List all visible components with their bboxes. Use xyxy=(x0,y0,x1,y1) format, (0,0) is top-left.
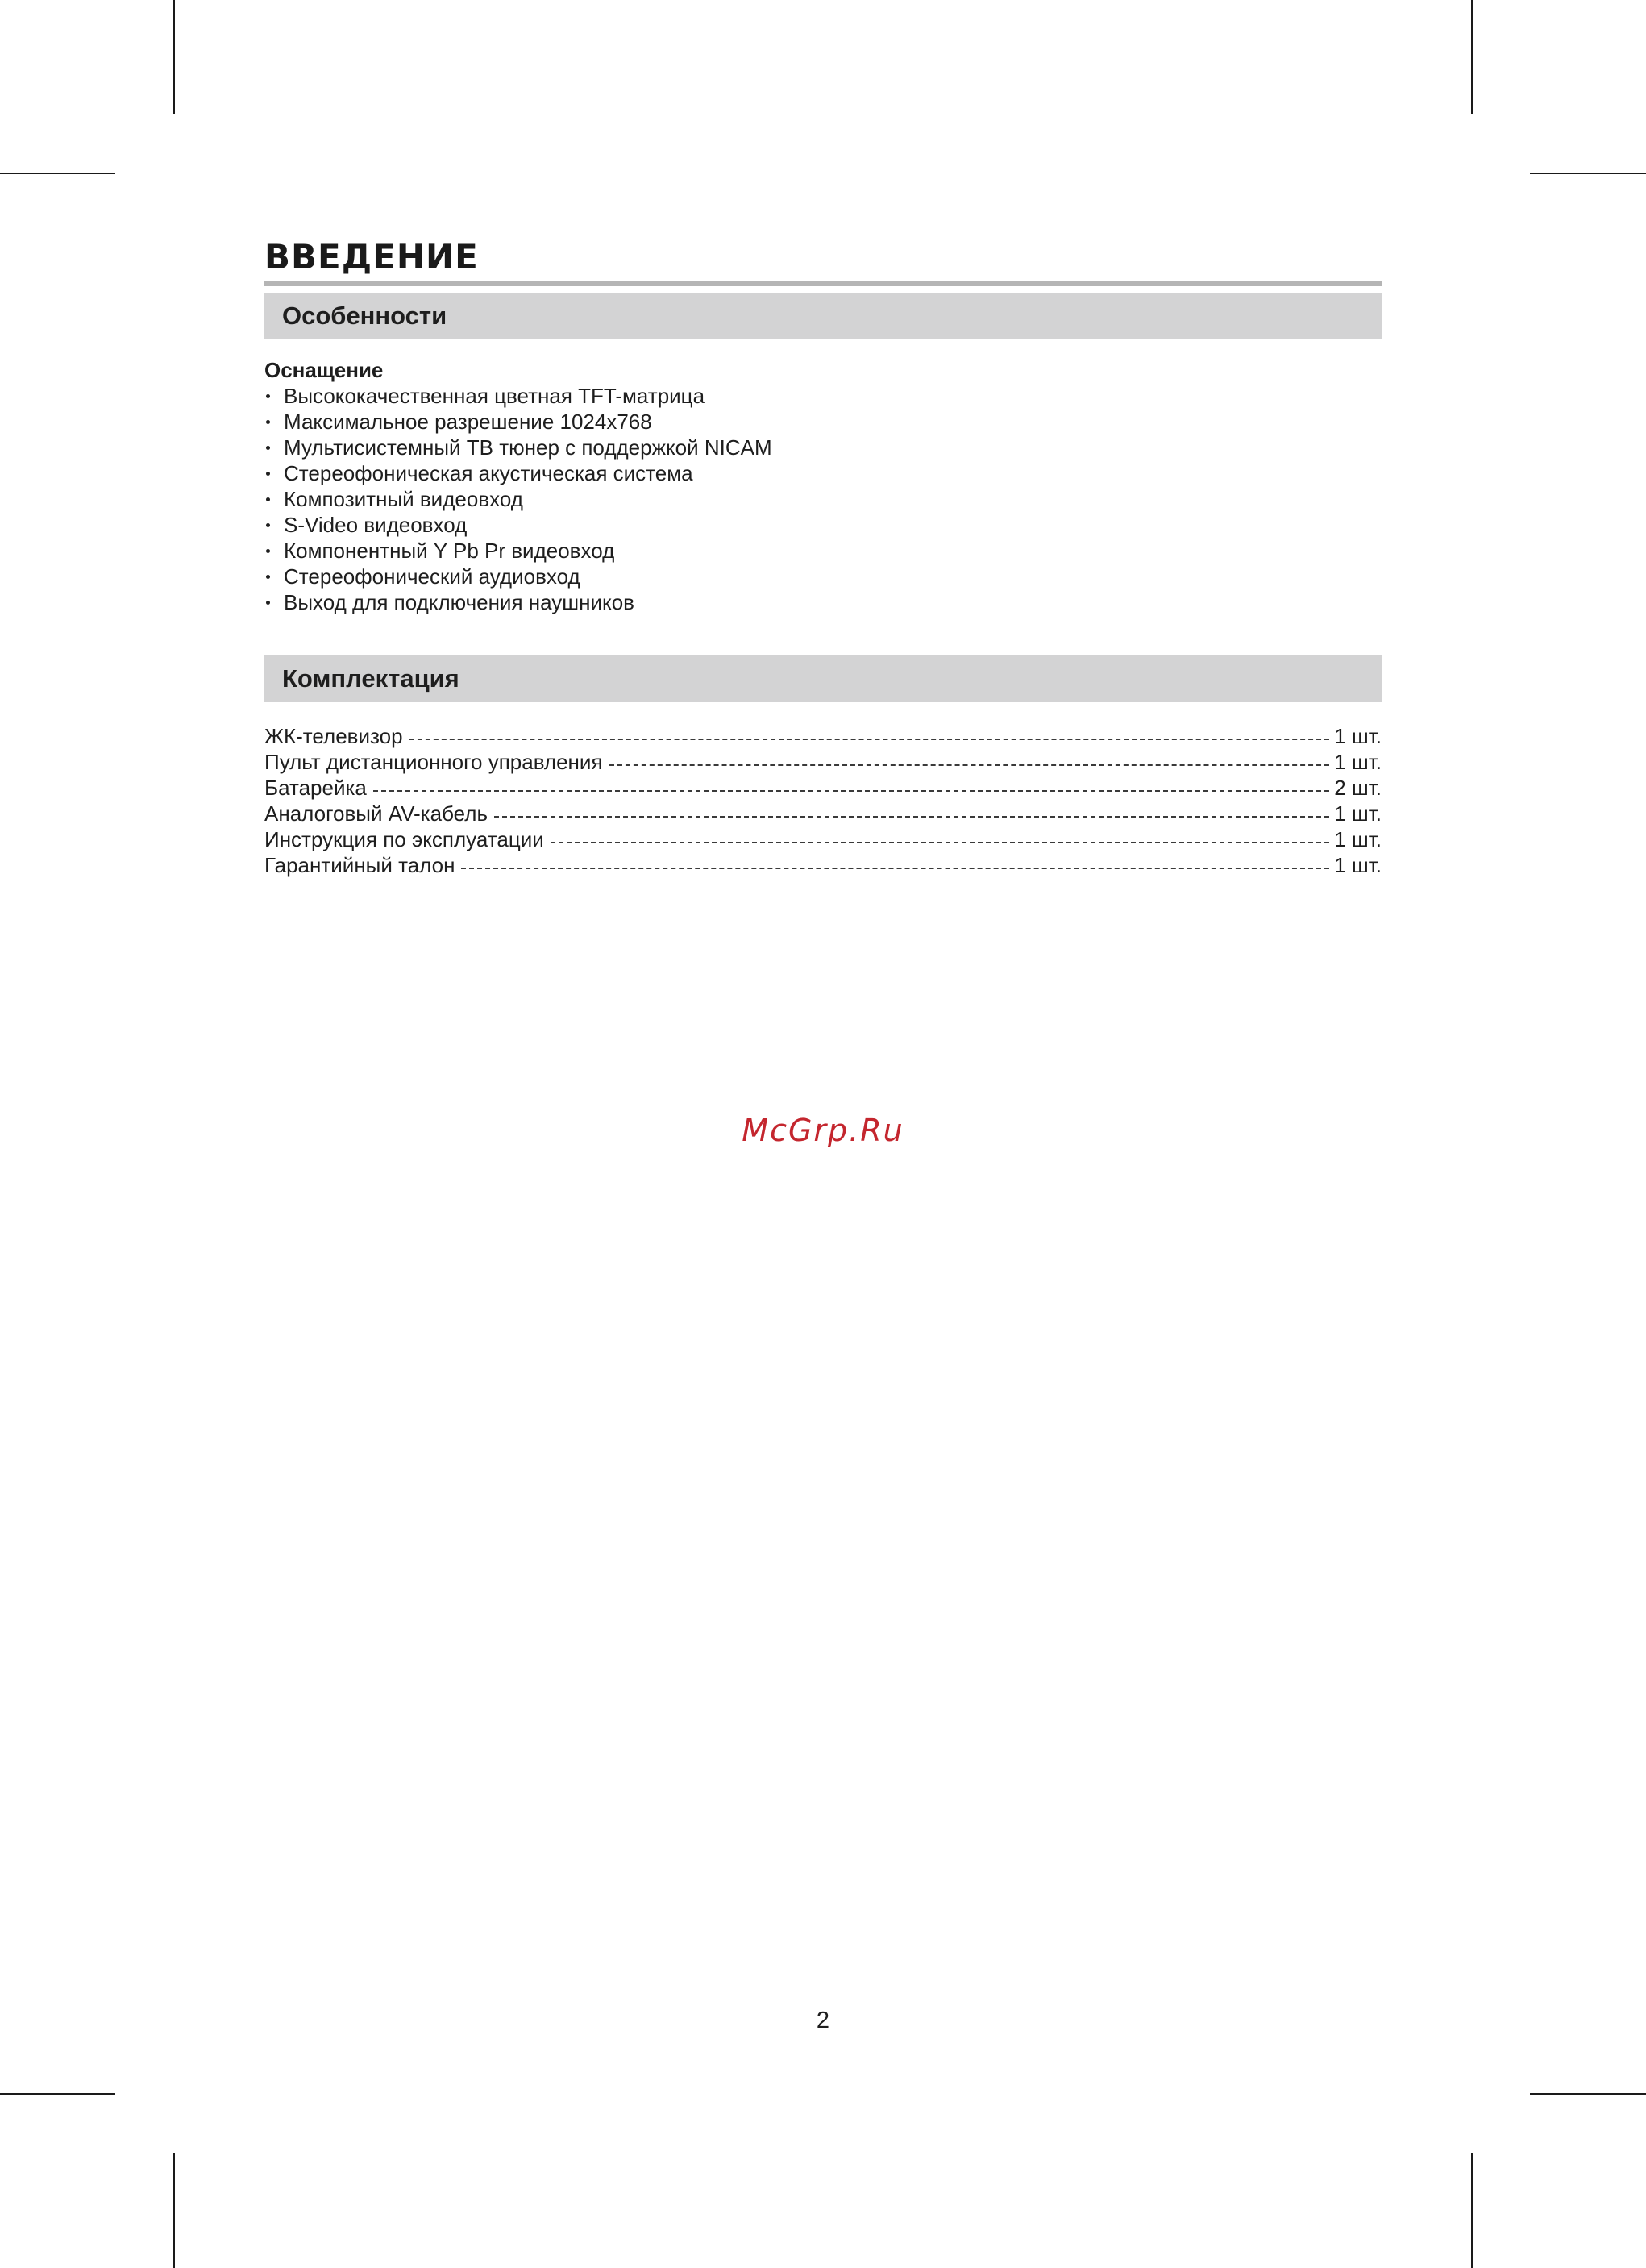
crop-mark xyxy=(0,2093,115,2095)
kit-row xyxy=(264,723,1382,749)
crop-mark xyxy=(1471,2153,1473,2268)
kit-item-quantity: 1 шт. xyxy=(1334,724,1382,748)
kit-row xyxy=(264,749,1382,775)
page-content xyxy=(264,226,1382,878)
crop-mark xyxy=(173,0,175,114)
list-item: Компонентный Y Pb Pr видеовход xyxy=(264,538,1382,564)
crop-mark xyxy=(173,2153,175,2268)
dotted-leader xyxy=(461,868,1329,869)
kit-row xyxy=(264,775,1382,801)
list-item: Стереофоническая акустическая система xyxy=(264,460,1382,486)
dotted-leader xyxy=(409,739,1330,740)
list-item: Стереофонический аудиовход xyxy=(264,564,1382,589)
features-list xyxy=(264,383,1382,615)
kit-item-quantity: 1 шт. xyxy=(1334,750,1382,774)
kit-item-quantity: 1 шт. xyxy=(1334,801,1382,826)
kit-item-quantity: 2 шт. xyxy=(1334,776,1382,800)
list-item: Максимальное разрешение 1024x768 xyxy=(264,409,1382,435)
equipment-subheading: Оснащение xyxy=(264,358,384,382)
features-section-heading: Особенности xyxy=(264,293,1382,339)
kit-item-name: Гарантийный талон xyxy=(264,853,455,877)
list-item: Мультисистемный ТВ тюнер с поддержкой NICAM xyxy=(264,435,1382,460)
list-item: Высококачественная цветная TFT-матрица xyxy=(264,383,1382,409)
dotted-leader xyxy=(609,764,1330,766)
dotted-leader xyxy=(551,842,1329,843)
kit-row xyxy=(264,801,1382,826)
dotted-leader xyxy=(494,816,1329,818)
watermark: McGrp.Ru xyxy=(742,1113,904,1148)
kit-row xyxy=(264,826,1382,852)
list-item: Композитный видеовход xyxy=(264,486,1382,512)
page-number: 2 xyxy=(816,2008,830,2033)
crop-mark xyxy=(0,173,115,174)
dotted-leader xyxy=(373,790,1329,792)
kit-item-quantity: 1 шт. xyxy=(1334,853,1382,877)
kit-item-name: ЖК-телевизор xyxy=(264,724,403,748)
title-divider xyxy=(264,281,1382,286)
kit-row xyxy=(264,852,1382,878)
page-title: ВВЕДЕНИЕ xyxy=(264,237,479,277)
kit-item-quantity: 1 шт. xyxy=(1334,827,1382,851)
crop-mark xyxy=(1471,0,1473,114)
crop-mark xyxy=(1530,2093,1646,2095)
kit-item-name: Батарейка xyxy=(264,776,367,800)
kit-item-name: Инструкция по эксплуатации xyxy=(264,827,544,851)
kit-item-name: Пульт дистанционного управления xyxy=(264,750,603,774)
kit-section-heading: Комплектация xyxy=(264,655,1382,702)
list-item: Выход для подключения наушников xyxy=(264,589,1382,615)
list-item: S-Video видеовход xyxy=(264,512,1382,538)
crop-mark xyxy=(1530,173,1646,174)
kit-item-name: Аналоговый AV-кабель xyxy=(264,801,488,826)
kit-list xyxy=(264,723,1382,878)
